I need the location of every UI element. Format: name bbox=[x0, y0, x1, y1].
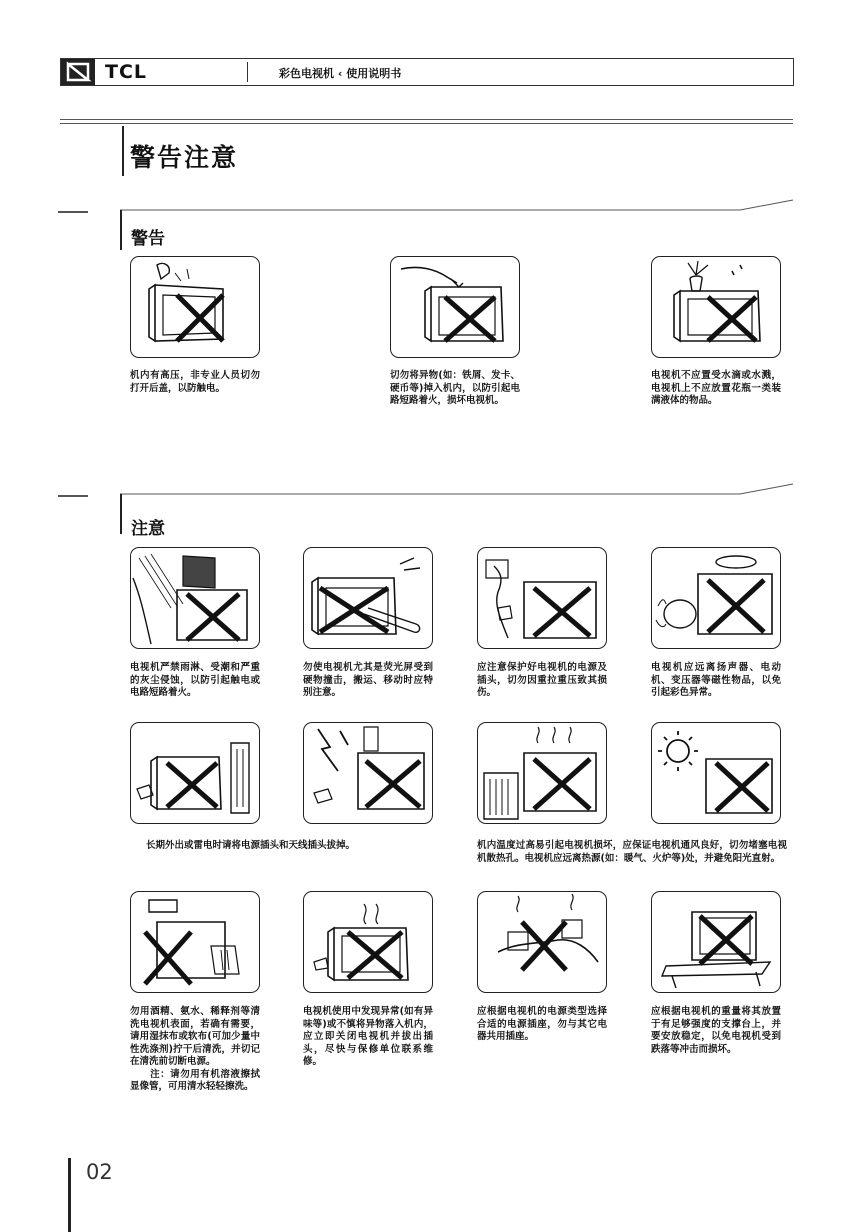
caution-image-5 bbox=[130, 722, 260, 824]
warning-image-2 bbox=[390, 256, 520, 358]
caution-caption-12: 应根据电视机的重量将其放置于有足够强度的支撑台上，并要安放稳定，以免电视机受到跌落等冲击而损坏。 bbox=[651, 1006, 781, 1055]
caution-caption-11: 应根据电视机的电源类型选择合适的电源插座，勿与其它电器共用插座。 bbox=[477, 1006, 607, 1042]
header-title: 彩色电视机 ‹ 使用说明书 bbox=[279, 67, 402, 80]
caution-wide-caption-right: 机内温度过高易引起电视机损坏，应保证电视机通风良好，切勿堵塞电视机散热孔。电视机应远离热源(如：暖气、火炉等)处，并避免阳光直射。 bbox=[477, 840, 787, 864]
tcl-logo-icon bbox=[61, 59, 95, 85]
divider bbox=[60, 123, 793, 124]
section-rule bbox=[120, 198, 794, 214]
caution-image-10 bbox=[303, 891, 433, 993]
caution-image-8 bbox=[651, 722, 781, 824]
caution-wide-caption-left: 长期外出或雷电时请将电源插头和天线插头拔掉。 bbox=[146, 840, 356, 851]
page-number: 02 bbox=[86, 1160, 113, 1184]
caution-image-1 bbox=[130, 547, 260, 649]
caution-image-6 bbox=[303, 722, 433, 824]
caution-image-11 bbox=[477, 891, 607, 993]
tv-unstable-stand-icon bbox=[652, 892, 780, 992]
caution-image-3 bbox=[477, 547, 607, 649]
tv-power-plug-icon bbox=[478, 548, 606, 648]
warning-caption-1: 机内有高压，非专业人员切勿打开后盖，以防触电。 bbox=[130, 370, 260, 394]
caution-caption-10: 电视机使用中发现异常(如有异味等)或不慎将异物落入机内，应立即关闭电视机并拔出插头，尽快与保修单位联系维修。 bbox=[303, 1006, 433, 1067]
tv-hand-inserting-object-icon bbox=[391, 257, 519, 357]
warning-caption-2: 切勿将异物(如：铁屑、发卡、硬币等)掉入机内，以防引起电路短路着火，损坏电视机。 bbox=[390, 370, 520, 406]
tv-multi-plug-icon bbox=[478, 892, 606, 992]
page-number-bar bbox=[68, 1158, 71, 1232]
section-marker bbox=[58, 495, 88, 497]
tv-vase-on-top-icon bbox=[652, 257, 780, 357]
title-bar bbox=[122, 126, 124, 176]
caution-caption-1: 电视机严禁雨淋、受潮和严重的灰尘侵蚀，以防引起触电或电路短路着火。 bbox=[130, 662, 260, 698]
caution-caption-2: 勿使电视机尤其是荧光屏受到硬物撞击，搬运、移动时应特别注意。 bbox=[303, 662, 433, 698]
header-bar bbox=[60, 58, 794, 86]
warning-image-1 bbox=[130, 256, 260, 358]
caution-caption-9: 勿用酒精、氨水、稀释剂等清洗电视机表面，若确有需要，请用湿抹布或软布(可加少量中性洗涤剂)拧干后清洗，并切记在清洗前切断电源。 注：请勿用有机溶液擦拭显像管，可用清水轻轻擦洗。 bbox=[130, 1006, 260, 1092]
brand-name: TCL bbox=[105, 61, 148, 83]
caution-title: 注意 bbox=[131, 519, 165, 539]
header-divider bbox=[247, 62, 248, 82]
tv-smoke-icon bbox=[304, 892, 432, 992]
caution-caption-3: 应注意保护好电视机的电源及插头，切勿因重拉重压致其损伤。 bbox=[477, 662, 607, 698]
caution-image-9 bbox=[130, 891, 260, 993]
warning-title: 警告 bbox=[131, 229, 165, 249]
tv-hand-opening-back-icon bbox=[131, 257, 259, 357]
section-marker bbox=[58, 211, 88, 213]
tv-unplug-antenna-icon bbox=[131, 723, 259, 823]
caution-image-4 bbox=[651, 547, 781, 649]
caution-caption-4: 电视机应远离扬声器、电动机、变压器等磁性物品，以免引起彩色异常。 bbox=[651, 662, 781, 698]
caution-image-12 bbox=[651, 891, 781, 993]
section-bar bbox=[120, 210, 122, 250]
warning-image-3 bbox=[651, 256, 781, 358]
section-bar bbox=[120, 494, 122, 534]
tv-cleaning-icon bbox=[131, 892, 259, 992]
warning-caption-3: 电视机不应置受水滴或水溅，电视机上不应放置花瓶一类装满液体的物品。 bbox=[651, 370, 781, 406]
page-title: 警告注意 bbox=[130, 143, 239, 172]
tv-rain-icon bbox=[131, 548, 259, 648]
caution-image-7 bbox=[477, 722, 607, 824]
divider bbox=[60, 119, 793, 120]
tv-sunlight-icon bbox=[652, 723, 780, 823]
tv-magnetic-device-icon bbox=[652, 548, 780, 648]
tv-heater-icon bbox=[478, 723, 606, 823]
tv-screen-hit-icon bbox=[304, 548, 432, 648]
caution-image-2 bbox=[303, 547, 433, 649]
tv-lightning-unplug-icon bbox=[304, 723, 432, 823]
section-rule bbox=[120, 482, 794, 498]
